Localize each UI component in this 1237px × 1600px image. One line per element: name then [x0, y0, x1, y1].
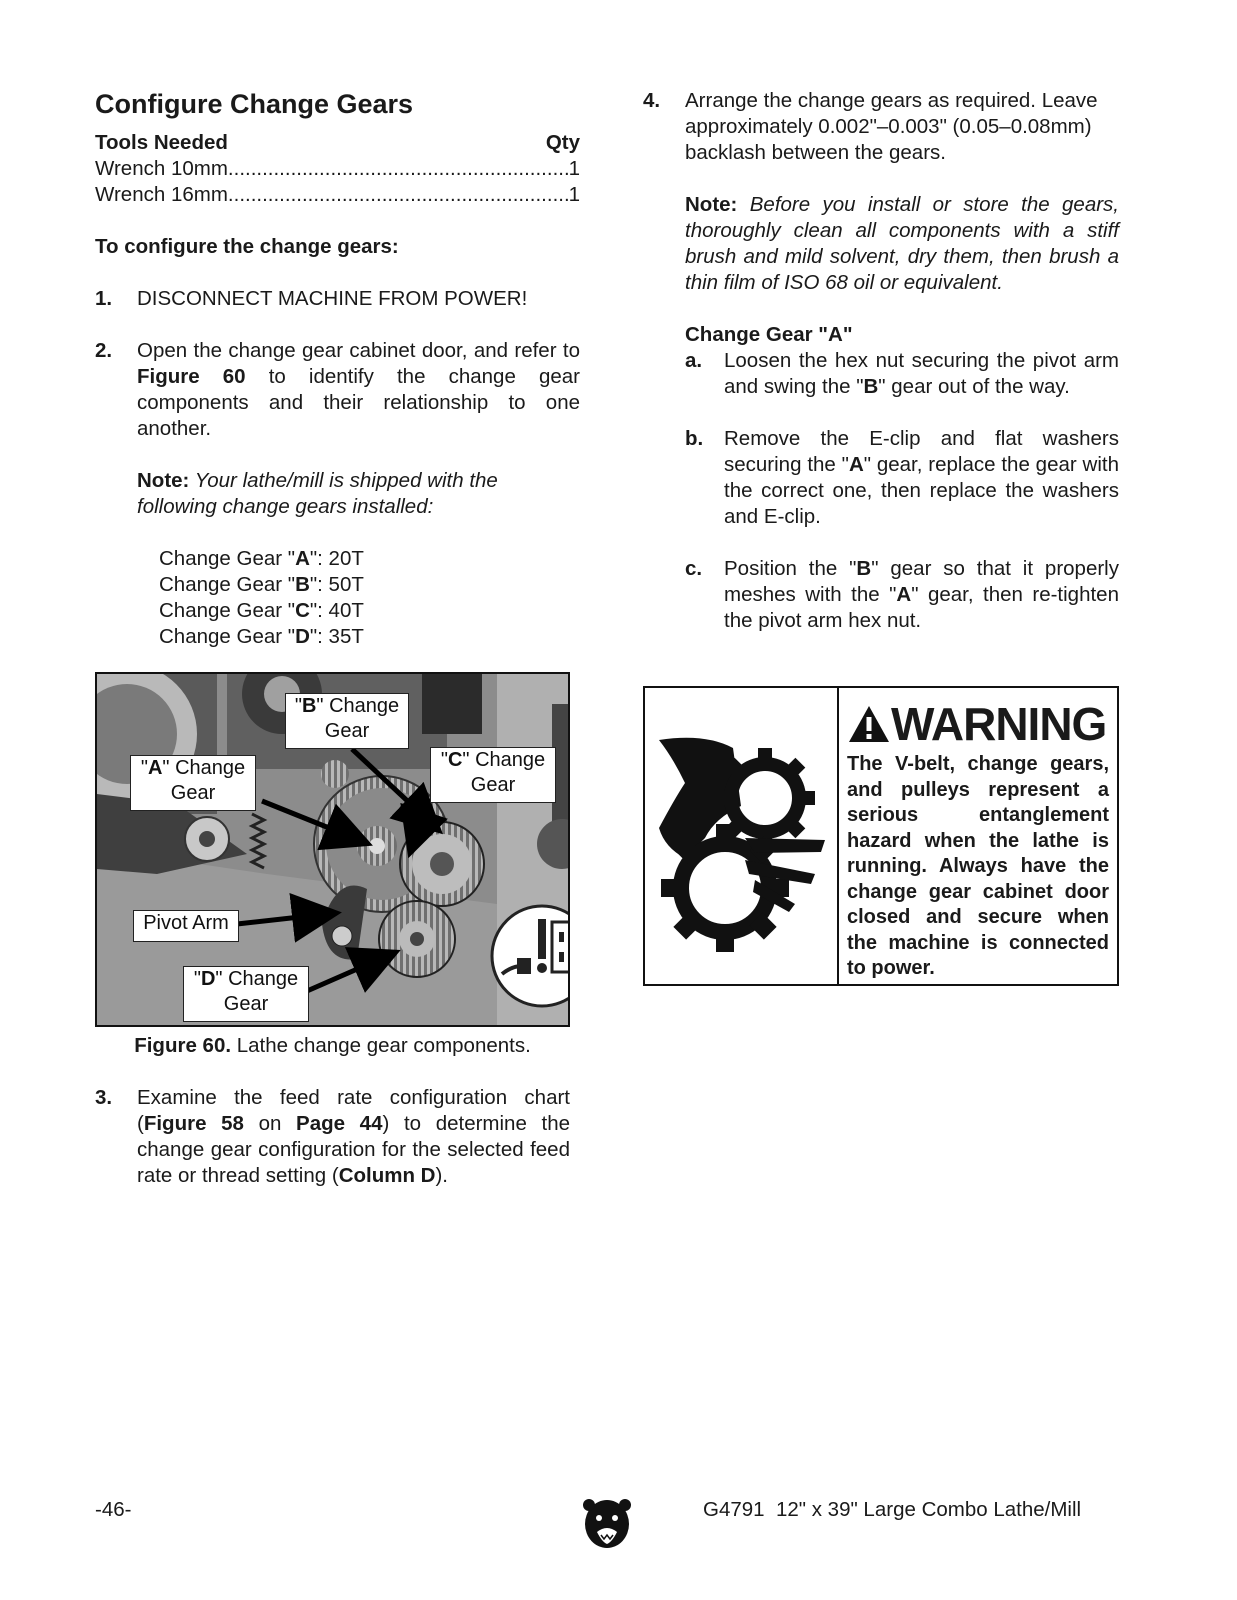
step-2 [95, 338, 580, 442]
tool-qty: 1 [568, 157, 580, 180]
note-text: Note: Your lathe/mill is shipped with the following change gears installed: [137, 469, 498, 518]
model-name: G4791 12" x 39" Large Combo Lathe/Mill [703, 1498, 1082, 1521]
step-3 [95, 1085, 570, 1189]
step-text: Examine the feed rate configuration chart (Figure 58 on Page 44) to determine the change gear configuration for the selected feed rate or thread setting (Column D). [137, 1086, 571, 1187]
step-number: 1. [95, 287, 113, 310]
figure-60-photo [95, 672, 570, 1027]
qty-header-label: Qty [545, 131, 580, 154]
left-column [95, 88, 580, 650]
label-pivot-arm: Pivot Arm [133, 910, 239, 942]
gear-list-item: Change Gear "A": 20T [159, 547, 364, 570]
gear-list-item: Change Gear "D": 35T [159, 625, 364, 648]
warning-text: The V-belt, change gears, and pulleys represent a serious entanglement hazard when the lathe is running. Always have the change gear cabinet door closed and secure when the machine is connected to power. [847, 753, 1109, 979]
step-4 [643, 88, 1119, 166]
substep-b: b. Remove the E-clip and flat washers securing the "A" gear, replace the gear with the correct one, then replace the washers and E-clip. [685, 427, 1119, 528]
step-text: Open the change gear cabinet door, and refer to Figure 60 to identify the change gear components and their relationship to one another. [137, 339, 581, 440]
figure-reference[interactable]: Figure 60 [137, 365, 246, 388]
step-4-note [643, 192, 1119, 296]
section-title: Configure Change Gears [95, 89, 414, 119]
entanglement-hazard-icon [645, 688, 839, 984]
tool-row [95, 182, 580, 208]
figure-caption: Figure 60. Lathe change gear components. [134, 1034, 531, 1057]
label-c-change-gear: "C" Change Gear [430, 747, 556, 803]
change-gear-a-heading: Change Gear "A" [685, 323, 853, 346]
substep-a: a. Loosen the hex nut securing the pivot arm and swing the "B" gear out of the way. [685, 349, 1119, 398]
tool-qty: 1 [568, 183, 580, 206]
warning-triangle-icon [847, 704, 891, 744]
tool-name: Wrench 10mm [95, 157, 228, 180]
step-number: 4. [643, 89, 661, 112]
figure-reference[interactable]: Figure 58 [143, 1112, 244, 1135]
warning-box [643, 686, 1119, 986]
warning-content [839, 688, 1117, 984]
gear-list-item: Change Gear "C": 40T [159, 599, 364, 622]
step-text: Arrange the change gears as required. Leave approximately 0.002"–0.003" (0.05–0.08mm) backlash between the gears. [685, 89, 1098, 164]
tool-name: Wrench 16mm [95, 183, 228, 206]
label-a-change-gear: "A" Change Gear [130, 755, 256, 811]
warning-title: WARNING [847, 696, 1109, 752]
step-number: 3. [95, 1086, 113, 1109]
leader-dots [228, 182, 569, 208]
label-d-change-gear: "D" Change Gear [183, 966, 309, 1022]
right-column [643, 88, 1119, 634]
grizzly-bear-logo [582, 1498, 632, 1555]
tools-header-label: Tools Needed [95, 131, 228, 154]
substep-c: c. Position the "B" gear so that it properly meshes with the "A" gear, then re-tighten the pivot arm hex nut. [685, 557, 1119, 632]
gear-list [95, 546, 580, 650]
note-text: Note: Before you install or store the gears, thoroughly clean all components with a stiff brush and mild solvent, dry them, then brush a thin film of ISO 68 oil or equivalent. [685, 193, 1119, 294]
gear-list-item: Change Gear "B": 50T [159, 573, 364, 596]
leader-dots [228, 156, 569, 182]
page-number: -46- [95, 1498, 132, 1521]
tools-header [95, 130, 580, 156]
step-number: 2. [95, 339, 113, 362]
step-1 [95, 286, 580, 312]
tool-row [95, 156, 580, 182]
step-text: DISCONNECT MACHINE FROM POWER! [137, 287, 528, 310]
label-b-change-gear: "B" Change Gear [285, 693, 409, 749]
step-2-note [95, 468, 580, 520]
page-reference[interactable]: Page 44 [296, 1112, 383, 1135]
procedure-intro: To configure the change gears: [95, 235, 399, 258]
